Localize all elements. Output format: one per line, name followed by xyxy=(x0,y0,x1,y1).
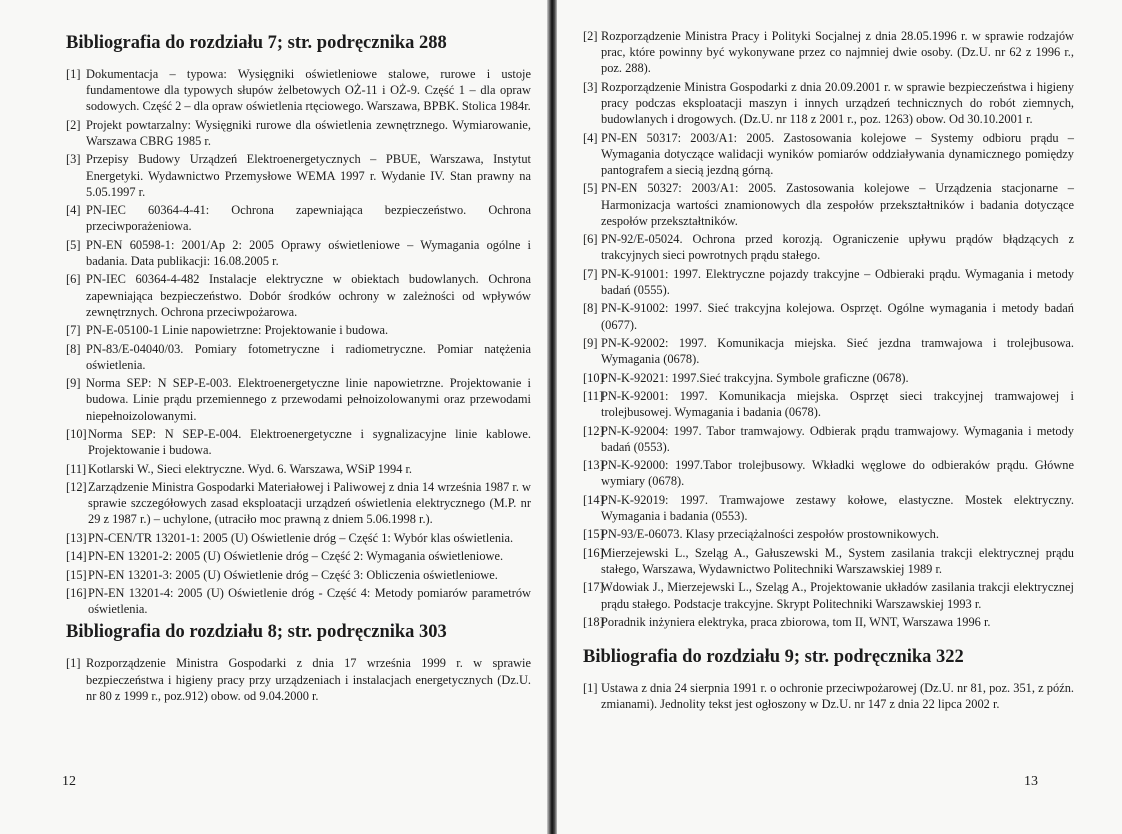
entry-text: PN-93/E-06073. Klasy przeciążalności zespołów prostownikowych. xyxy=(601,527,939,542)
bibliography-entry xyxy=(66,202,531,234)
entry-text: Przepisy Budowy Urządzeń Elektroenergetycznych – PBUE, Warszawa, Instytut Energetyki. Wydawnictwo Przemysłowe WEMA 1997 r. Wydanie IV. Stan prawny na 5.05.1997 r. xyxy=(86,152,531,199)
entry-text: Wdowiak J., Mierzejewski L., Szeląg A., Projektowanie układów zasilania trakcji elektrycznej prądu stałego. Podstacje trakcyjne. Skrypt Politechniki Warszawskiej 1993 r. xyxy=(601,580,1074,611)
entry-text: Dokumentacja – typowa: Wysięgniki oświetleniowe stalowe, rurowe i ustoje fundamentowe dla typowych słupów żelbetowych OŻ-11 i OŻ-9. Część 1 – dla opraw sodowych. Część 2 – dla opraw oświetlenia rtęciowego. Warszawa, BPBK. Stolica 1984r. xyxy=(86,67,531,114)
entry-text: PN-EN 13201-2: 2005 (U) Oświetlenie dróg – Część 2: Wymagania oświetleniowe. xyxy=(88,549,504,564)
bibliography-entry xyxy=(66,530,531,546)
right-page xyxy=(557,0,1122,834)
page-number-right: 13 xyxy=(1024,774,1038,789)
entry-number: [14] xyxy=(583,492,604,507)
entry-number: [4] xyxy=(583,130,598,145)
entry-number: [12] xyxy=(583,423,604,438)
entry-number: [10] xyxy=(583,370,604,385)
bibliography-entry xyxy=(66,426,531,458)
entry-number: [15] xyxy=(66,567,87,582)
entry-number: [5] xyxy=(66,237,81,252)
entry-number: [9] xyxy=(66,376,81,391)
bibliography-entry xyxy=(583,231,1074,263)
entry-text: Rozporządzenie Ministra Gospodarki z dnia 20.09.2001 r. w sprawie bezpieczeństwa i higieny pracy podczas eksploatacji maszyn i innych urządzeń technicznych do robót ziemnych, budowlanych i drogowych. (Dz.U. nr 118 z 2001 r., poz. 1263) obow. Od 30.10.2001 r. xyxy=(601,79,1074,127)
entry-text: Norma SEP: N SEP-E-003. Elektroenergetyczne linie napowietrzne. Projektowanie i budowa. Linie prądu przemiennego z przewodami pełnoizolowanymi oraz przewodami niepełnoizolowanymi. xyxy=(86,376,531,423)
section-9-bibliography xyxy=(583,680,1074,712)
bibliography-entry xyxy=(583,492,1074,524)
left-page xyxy=(0,0,547,834)
section-7-bibliography xyxy=(66,66,531,617)
section-9-heading: Bibliografia do rozdziału 9; str. podręcznika 322 xyxy=(583,647,964,668)
page-number-left: 12 xyxy=(62,774,76,789)
entry-text: PN-EN 13201-3: 2005 (U) Oświetlenie dróg – Część 3: Obliczenia oświetleniowe. xyxy=(88,567,498,582)
entry-text: Rozporządzenie Ministra Gospodarki z dnia 17 września 1999 r. w sprawie bezpieczeństwa i higieny pracy przy urządzeniach i instalacjach energetycznych (Dz.U. nr 80 z 1999 r., poz.912) obow. od 9.04.2000 r. xyxy=(86,656,531,703)
bibliography-entry xyxy=(583,526,1074,542)
entry-number: [2] xyxy=(583,29,598,43)
bibliography-entry xyxy=(583,130,1074,179)
bibliography-entry xyxy=(66,341,531,373)
bibliography-entry xyxy=(66,151,531,200)
entry-text: Norma SEP: N SEP-E-004. Elektroenergetyczne i sygnalizacyjne linie kablowe. Projektowanie i budowa. xyxy=(88,426,531,458)
bibliography-entry xyxy=(583,300,1074,332)
entry-text: PN-EN 60598-1: 2001/Ap 2: 2005 Oprawy oświetleniowe – Wymagania ogólne i badania. Data publikacji: 16.08.2005 r. xyxy=(86,237,531,268)
entry-number: [3] xyxy=(583,79,598,94)
entry-number: [8] xyxy=(583,301,598,316)
entry-number: [12] xyxy=(66,479,87,494)
bibliography-entry xyxy=(583,614,1074,630)
bibliography-entry xyxy=(583,266,1074,298)
entry-number: [13] xyxy=(66,530,87,545)
bibliography-entry xyxy=(66,117,531,149)
entry-number: [15] xyxy=(583,527,604,542)
bibliography-entry xyxy=(66,375,531,424)
entry-text: PN-83/E-04040/03. Pomiary fotometryczne i radiometryczne. Pomiar natężenia oświetlenia. xyxy=(86,341,531,372)
entry-text: Poradnik inżyniera elektryka, praca zbiorowa, tom II, WNT, Warszawa 1996 r. xyxy=(601,614,991,629)
entry-text: Mierzejewski L., Szeląg A., Gałuszewski M., System zasilania trakcji elektrycznej prądu stałego, Warszawa, Wydawnictwo Politechniki Warszawskiej 1989 r. xyxy=(601,545,1074,576)
entry-text: PN-EN 50327: 2003/A1: 2005. Zastosowania kolejowe – Urządzenia stacjonarne – Harmonizacja wartości znamionowych dla zespołów przekształtników i badania dotyczące zespołów przekształtników. xyxy=(601,181,1074,228)
bibliography-entry xyxy=(583,388,1074,420)
bibliography-entry xyxy=(583,28,1074,77)
bibliography-entry xyxy=(66,322,531,338)
entry-number: [4] xyxy=(66,203,81,218)
entry-text: PN-EN 13201-4: 2005 (U) Oświetlenie dróg - Część 4: Metody pomiarów parametrów oświetlenia. xyxy=(88,585,531,617)
bibliography-entry xyxy=(583,335,1074,367)
section-8-bibliography-continued xyxy=(583,28,1074,630)
entry-number: [10] xyxy=(66,426,87,441)
entry-text: Projekt powtarzalny: Wysięgniki rurowe dla oświetlenia zewnętrznego. Wymiarowanie, Warszawa CBRG 1985 r. xyxy=(86,117,531,148)
bibliography-entry xyxy=(66,548,531,564)
bibliography-entry xyxy=(583,79,1074,128)
entry-number: [9] xyxy=(583,335,598,350)
section-8-bibliography xyxy=(66,655,531,704)
entry-text: PN-92/E-05024. Ochrona przed korozją. Ograniczenie upływu prądów błądzących z trakcyjnych sieci powrotnych prądu stałego. xyxy=(601,232,1074,263)
bibliography-entry xyxy=(583,680,1074,712)
entry-text: PN-K-92004: 1997. Tabor tramwajowy. Odbierak prądu tramwajowy. Wymagania i metody badań (0553). xyxy=(601,423,1074,454)
entry-number: [1] xyxy=(66,656,81,671)
bibliography-entry xyxy=(66,655,531,704)
bibliography-entry xyxy=(66,567,531,583)
entry-number: [7] xyxy=(583,266,598,281)
entry-number: [6] xyxy=(583,232,598,247)
entry-number: [11] xyxy=(66,461,87,476)
entry-number: [16] xyxy=(66,585,87,600)
bibliography-entry xyxy=(66,271,531,320)
entry-text: PN-E-05100-1 Linie napowietrzne: Projektowanie i budowa. xyxy=(86,323,389,338)
bibliography-entry xyxy=(66,461,531,477)
entry-text: PN-K-92021: 1997.Sieć trakcyjna. Symbole graficzne (0678). xyxy=(601,370,909,385)
bibliography-entry xyxy=(583,545,1074,577)
entry-text: PN-IEC 60364-4-482 Instalacje elektryczne w obiektach budowlanych. Ochrona zapewniająca bezpieczeństwo. Dobór środków ochrony w zależności od wpływów zewnętrznych. Ochrona przeciwpożarowa. xyxy=(86,272,531,319)
bibliography-entry xyxy=(66,585,531,617)
entry-text: Kotlarski W., Sieci elektryczne. Wyd. 6. Warszawa, WSiP 1994 r. xyxy=(88,461,413,476)
entry-text: Zarządzenie Ministra Gospodarki Materiałowej i Paliwowej z dnia 14 września 1987 r. w sprawie szczegółowych zasad eksploatacji urządzeń oświetlenia elektrycznego (M.P. nr 29 z 1987 r.) – uchylone, (utraciło moc prawną z dniem 5.06.1998 r.). xyxy=(88,479,531,527)
bibliography-entry xyxy=(583,370,1074,386)
bibliography-entry xyxy=(583,457,1074,489)
entry-text: PN-K-92000: 1997.Tabor trolejbusowy. Wkładki węglowe do odbieraków prądu. Główne wymiary (0678). xyxy=(601,458,1074,489)
entry-number: [5] xyxy=(583,181,598,196)
section-7-heading: Bibliografia do rozdziału 7; str. podręcznika 288 xyxy=(66,33,447,53)
entry-number: [17] xyxy=(583,580,604,595)
entry-text: PN-K-91001: 1997. Elektryczne pojazdy trakcyjne – Odbieraki prądu. Wymagania i metody badań (0555). xyxy=(601,266,1074,297)
entry-number: [6] xyxy=(66,272,81,287)
entry-number: [8] xyxy=(66,341,81,356)
entry-text: PN-K-92019: 1997. Tramwajowe zestawy kołowe, elastyczne. Mostek elektryczny. Wymagania i badania (0553). xyxy=(601,492,1074,523)
entry-number: [13] xyxy=(583,458,604,473)
entry-text: Rozporządzenie Ministra Pracy i Polityki Socjalnej z dnia 28.05.1996 r. w sprawie rodzajów prac, które powinny być wykonywane przez co najmniej dwie osoby. (Dz.U. nr 62 z 1996 r., poz. 288). xyxy=(601,29,1074,76)
entry-number: [18] xyxy=(583,614,604,629)
bibliography-entry xyxy=(66,237,531,269)
entry-number: [1] xyxy=(583,681,598,696)
entry-number: [3] xyxy=(66,152,81,167)
entry-text: PN-CEN/TR 13201-1: 2005 (U) Oświetlenie dróg – Część 1: Wybór klas oświetlenia. xyxy=(88,530,514,545)
entry-number: [2] xyxy=(66,117,81,132)
entry-text: PN-IEC 60364-4-41: Ochrona zapewniająca bezpieczeństwo. Ochrona przeciwporażeniowa. xyxy=(86,203,531,234)
entry-text: PN-K-92001: 1997. Komunikacja miejska. Osprzęt sieci trakcyjnej tramwajowej i trolejbusowej. Wymagania i badania (0678). xyxy=(601,388,1074,420)
bibliography-entry xyxy=(583,579,1074,611)
book-gutter xyxy=(547,0,557,834)
entry-number: [7] xyxy=(66,323,81,338)
entry-number: [14] xyxy=(66,549,87,564)
bibliography-entry xyxy=(583,423,1074,455)
entry-number: [11] xyxy=(583,388,604,403)
entry-text: PN-K-91002: 1997. Sieć trakcyjna kolejowa. Osprzęt. Ogólne wymagania i metody badań (0677). xyxy=(601,301,1074,332)
entry-text: PN-EN 50317: 2003/A1: 2005. Zastosowania kolejowe – Systemy odbioru prądu – Wymagania dotyczące walidacji wyników pomiarów oddziaływania dynamicznego pomiędzy pantografem a siecią jezdną górną. xyxy=(601,130,1074,177)
entry-text: Ustawa z dnia 24 sierpnia 1991 r. o ochronie przeciwpożarowej (Dz.U. nr 81, poz. 351, z późn. zmianami). Jednolity tekst jest ogłoszony w Dz.U. nr 147 z dnia 22 lipca 2002 r. xyxy=(601,681,1074,712)
entry-number: [16] xyxy=(583,545,604,560)
section-8-heading: Bibliografia do rozdziału 8; str. podręcznika 303 xyxy=(66,622,447,643)
bibliography-entry xyxy=(583,180,1074,229)
bibliography-entry xyxy=(66,479,531,528)
bibliography-entry xyxy=(66,66,531,115)
entry-number: [1] xyxy=(66,67,81,81)
entry-text: PN-K-92002: 1997. Komunikacja miejska. Sieć jezdna tramwajowa i trolejbusowa. Wymagania (0678). xyxy=(601,335,1074,367)
